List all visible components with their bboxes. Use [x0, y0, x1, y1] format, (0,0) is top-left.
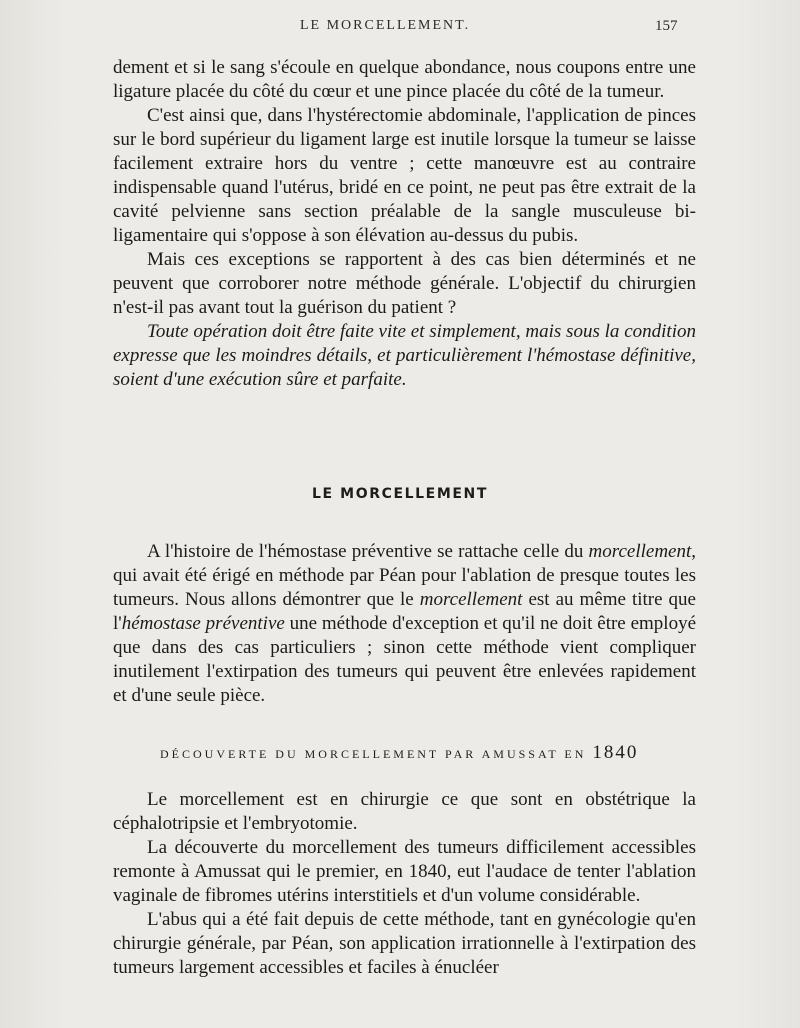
section-heading: LE MORCELLEMENT: [312, 486, 488, 502]
page-number: 157: [655, 18, 678, 34]
running-title: LE MORCELLEMENT.: [300, 18, 471, 33]
paragraph-principle: Toute opération doit être faite vite et simplement, mais sous la condition expresse que les moindres détails, et particulièrement l'hémostase définitive, soient d'une exécution sûre et parfaite.: [113, 321, 696, 390]
text-block-middle: [113, 540, 696, 708]
paragraph-hysterectomie: C'est ainsi que, dans l'hystérectomie abdominale, l'application de pinces sur le bord supérieur du ligament large est inutile lorsque la tumeur se laisse facilement extraire hors du ventre ; cette manœuvre est au contraire indispensable quand l'utérus, bridé en ce point, ne peut pas être extrait de la cavité pelvienne sans section préalable de la sangle musculeuse bi-ligamentaire qui s'oppose à son élévation au-dessus du pubis.: [113, 105, 696, 246]
paragraph-abuse: L'abus qui a été fait depuis de cette méthode, tant en gynécologie qu'en chirurgie générale, par Péan, son application irrationnelle à l'extirpation des tumeurs largement accessibles et faciles à énucléer: [113, 909, 696, 978]
subheading-amussat: DÉCOUVERTE DU MORCELLEMENT PAR AMUSSAT EN 1840: [160, 742, 639, 763]
paragraph-discovery: La découverte du morcellement des tumeurs difficilement accessibles remonte à Amussat qui le premier, en 1840, eut l'audace de tenter l'ablation vaginale de fibromes utérins interstitiels et d'un volume considérable.: [113, 837, 696, 906]
running-head: [0, 18, 800, 42]
paragraph-exceptions: Mais ces exceptions se rapportent à des cas bien déterminés et ne peuvent que corroborer notre méthode générale. L'objectif du chirurgien n'est-il pas avant tout la guérison du patient ?: [113, 249, 696, 318]
paragraph-comparison: Le morcellement est en chirurgie ce que sont en obstétrique la céphalotripsie et l'embryotomie.: [113, 789, 696, 834]
text-block-top: [113, 56, 696, 392]
paragraph-continuation: dement et si le sang s'écoule en quelque abondance, nous coupons entre une ligature placée du côté du cœur et une pince placée du côté de la tumeur.: [113, 57, 696, 102]
text-block-bottom: [113, 788, 696, 980]
paragraph-morcellement-intro: A l'histoire de l'hémostase préventive se rattache celle du morcellement, qui avait été érigé en méthode par Péan pour l'ablation de presque toutes les tumeurs. Nous allons démontrer que le morcellement est au même titre que l'hémostase préventive une méthode d'exception et qu'il ne doit être employé que dans des cas particuliers ; sinon cette méthode vient compliquer inutilement l'extirpation des tumeurs qui peuvent être enlevées rapidement et d'une seule pièce.: [113, 541, 696, 706]
